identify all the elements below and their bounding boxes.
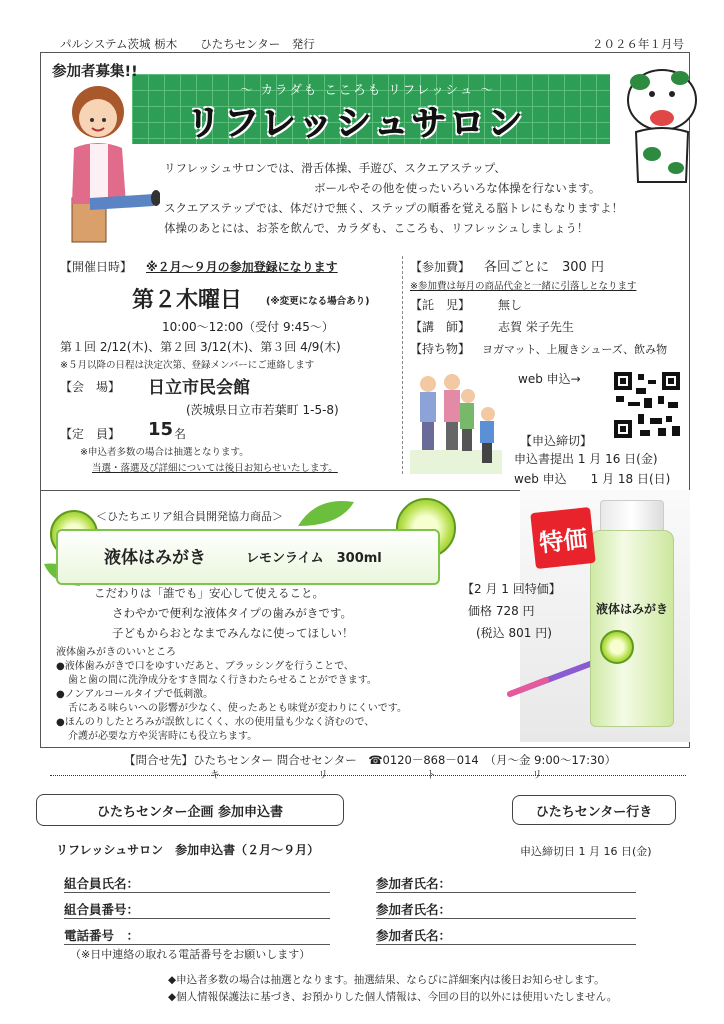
intro-line-4: 体操のあとには、お茶を飲んで、カラダも、こころも、リフレッシュしましょう！: [164, 221, 589, 235]
session-dates: 第１回 2/12(木)、第２回 3/12(木)、第３回 4/9(木): [60, 340, 341, 354]
bottle-body: [590, 530, 674, 727]
capacity-label: 【定 員】: [60, 427, 121, 441]
capacity-value: 15: [148, 419, 174, 440]
instructor-name: 志賀 栄子先生: [498, 320, 574, 334]
cut-line: [50, 775, 686, 776]
points-title: 液体歯みがきのいいところ: [56, 647, 176, 658]
lime-icon: [600, 630, 634, 664]
recruit-heading: 参加者募集!!: [52, 64, 138, 80]
day-note: (※変更になる場合あり): [266, 296, 370, 307]
product-tag: ＜ひたちエリア組合員開発協力商品＞: [96, 510, 283, 523]
capacity-unit: 名: [174, 427, 187, 441]
participant-2-field[interactable]: [376, 900, 636, 919]
point-2b: 舌にある味らいへの影響が少なく、使ったあとも味覚が変わりにくいです。: [68, 703, 407, 714]
phone-note: （※日中連絡の取れる電話番号をお願いします）: [70, 948, 311, 961]
product-variant: レモンライム 300ml: [246, 551, 382, 566]
member-number-label: 組合員番号：: [64, 902, 140, 917]
seniors-exercising-illustration: [410, 370, 502, 480]
deadline-label: 【申込締切】: [520, 434, 593, 448]
point-3b: 介護が必要な方や災害時にも役立ちます。: [68, 731, 258, 742]
member-name-label: 組合員氏名：: [64, 876, 140, 891]
bottle-label: 液体はみがき: [596, 602, 669, 616]
form-title: ひたちセンター企画 参加申込書: [96, 804, 283, 820]
sale-badge: 特価: [530, 507, 596, 569]
cut-mark: ト: [426, 770, 436, 781]
publisher: パルシステム茨城 栃木 ひたちセンター 発行: [60, 37, 315, 51]
intro-line-3: スクエアステップでは、体だけで無く、ステップの順番を覚える脳トレにもなりますよ！: [164, 201, 623, 215]
exercising-woman-illustration: [50, 78, 160, 248]
sale-title: 【2 月 1 回特価】: [462, 582, 561, 596]
phone-label: 電話番号 ：: [64, 928, 140, 943]
date-note: ※２月～９月の参加登録になります: [146, 260, 338, 274]
instructor-label: 【講 師】: [410, 320, 471, 334]
sessions-note: ※５月以降の日程は決定次第、登録メンバーにご連絡します: [60, 360, 315, 371]
point-1b: 歯と歯の間に洗浄成分をすき間なく行きわたらせることができます。: [68, 675, 377, 686]
event-time: 10:00～12:00（受付 9:45～）: [162, 320, 334, 334]
form-deadline: 申込締切日 1 月 16 日(金): [520, 845, 652, 858]
form-title-box: [36, 794, 344, 826]
form-recipient: ひたちセンター行き: [535, 804, 653, 820]
deadline-web: web 申込 1 月 18 日(日): [514, 472, 671, 486]
date-label: 【開催日時】: [60, 260, 133, 274]
point-2a: ●ノンアルコールタイプで低刺激。: [56, 689, 214, 700]
form-subtitle: リフレッシュサロン 参加申込書（２月～９月）: [56, 843, 320, 857]
intro-line-1: リフレッシュサロンでは、滑舌体操、手遊び、スクエアステップ、: [164, 161, 506, 175]
web-application: web 申込→: [518, 372, 581, 386]
leaf-icon: [296, 496, 356, 530]
deadline-paper: 申込書提出 1 月 16 日(金): [514, 452, 658, 466]
qr-code[interactable]: [614, 372, 680, 438]
event-day: 第２木曜日: [132, 287, 243, 313]
participant-1-field[interactable]: [376, 874, 636, 893]
phone-field[interactable]: [64, 926, 330, 945]
participant-3-label: 参加者氏名：: [376, 928, 452, 943]
cut-mark: キ: [210, 770, 220, 781]
fee-note: ※参加費は毎月の商品代金と一緒に引落しとなります: [410, 281, 637, 292]
participant-1-label: 参加者氏名：: [376, 876, 452, 891]
product-name: 液体はみがき: [104, 548, 206, 568]
notice-2: ◆個人情報保護法に基づき、お預かりした個人情報は、今回の目的以外には使用いたしません。: [168, 991, 618, 1003]
childcare-value: 無し: [498, 298, 523, 312]
venue-label: 【会 場】: [60, 380, 121, 394]
cut-mark: リ: [532, 770, 542, 781]
venue-address: (茨城県日立市若葉町 1-5-8): [186, 403, 339, 417]
items-value: ヨガマット、上履きシューズ、飲み物: [482, 343, 668, 356]
contact-info: 【問合せ先】ひたちセンター 問合せセンター ☎0120－868－014 （月～金 9:00～17:30）: [124, 753, 617, 767]
intro-line-2: ボールやその他を使ったいろいろな体操を行ないます。: [314, 181, 601, 195]
issue-date: ２０２６年１月号: [592, 37, 684, 51]
items-label: 【持ち物】: [410, 342, 471, 356]
event-title: リフレッシュサロン: [186, 104, 526, 144]
venue-name: 日立市民会館: [148, 378, 250, 398]
childcare-label: 【託 児】: [410, 298, 471, 312]
product-copy-3: 子どもからおとなまでみんなに使ってほしい！: [112, 626, 354, 640]
form-recipient-box: [512, 795, 676, 825]
point-1a: ●液体歯みがきで口をゆすいだあと、ブラッシングを行うことで、: [56, 661, 354, 672]
cut-mark: リ: [318, 770, 328, 781]
participant-2-label: 参加者氏名：: [376, 902, 452, 917]
product-copy-1: こだわりは「誰でも」安心して使えること。: [94, 586, 324, 600]
fee-label: 【参加費】: [410, 260, 471, 274]
member-number-field[interactable]: [64, 900, 330, 919]
member-name-field[interactable]: [64, 874, 330, 893]
sale-price-tax: (税込 801 円): [476, 626, 552, 640]
sale-price: 価格 728 円: [468, 604, 535, 618]
event-subtitle: ～ カラダも こころも リフレッシュ ～: [240, 82, 495, 97]
capacity-note-1: ※申込者多数の場合は抽選となります。: [80, 447, 249, 458]
point-3a: ●ほんのりしたとろみが誤飲しにくく、水の使用量も少なく済むので、: [56, 717, 375, 728]
participant-3-field[interactable]: [376, 926, 636, 945]
product-copy-2: さわやかで便利な液体タイプの歯みがきです。: [112, 606, 353, 620]
column-divider: [402, 256, 403, 474]
notice-1: ◆申込者多数の場合は抽選となります。抽選結果、ならびに詳細案内は後日お知らせします。: [168, 974, 605, 986]
cow-mascot-illustration: [622, 58, 702, 190]
fee-value: 各回ごとに 300 円: [484, 260, 604, 275]
capacity-note-2: 当選・落選及び詳細については後日お知らせいたします。: [92, 463, 338, 474]
